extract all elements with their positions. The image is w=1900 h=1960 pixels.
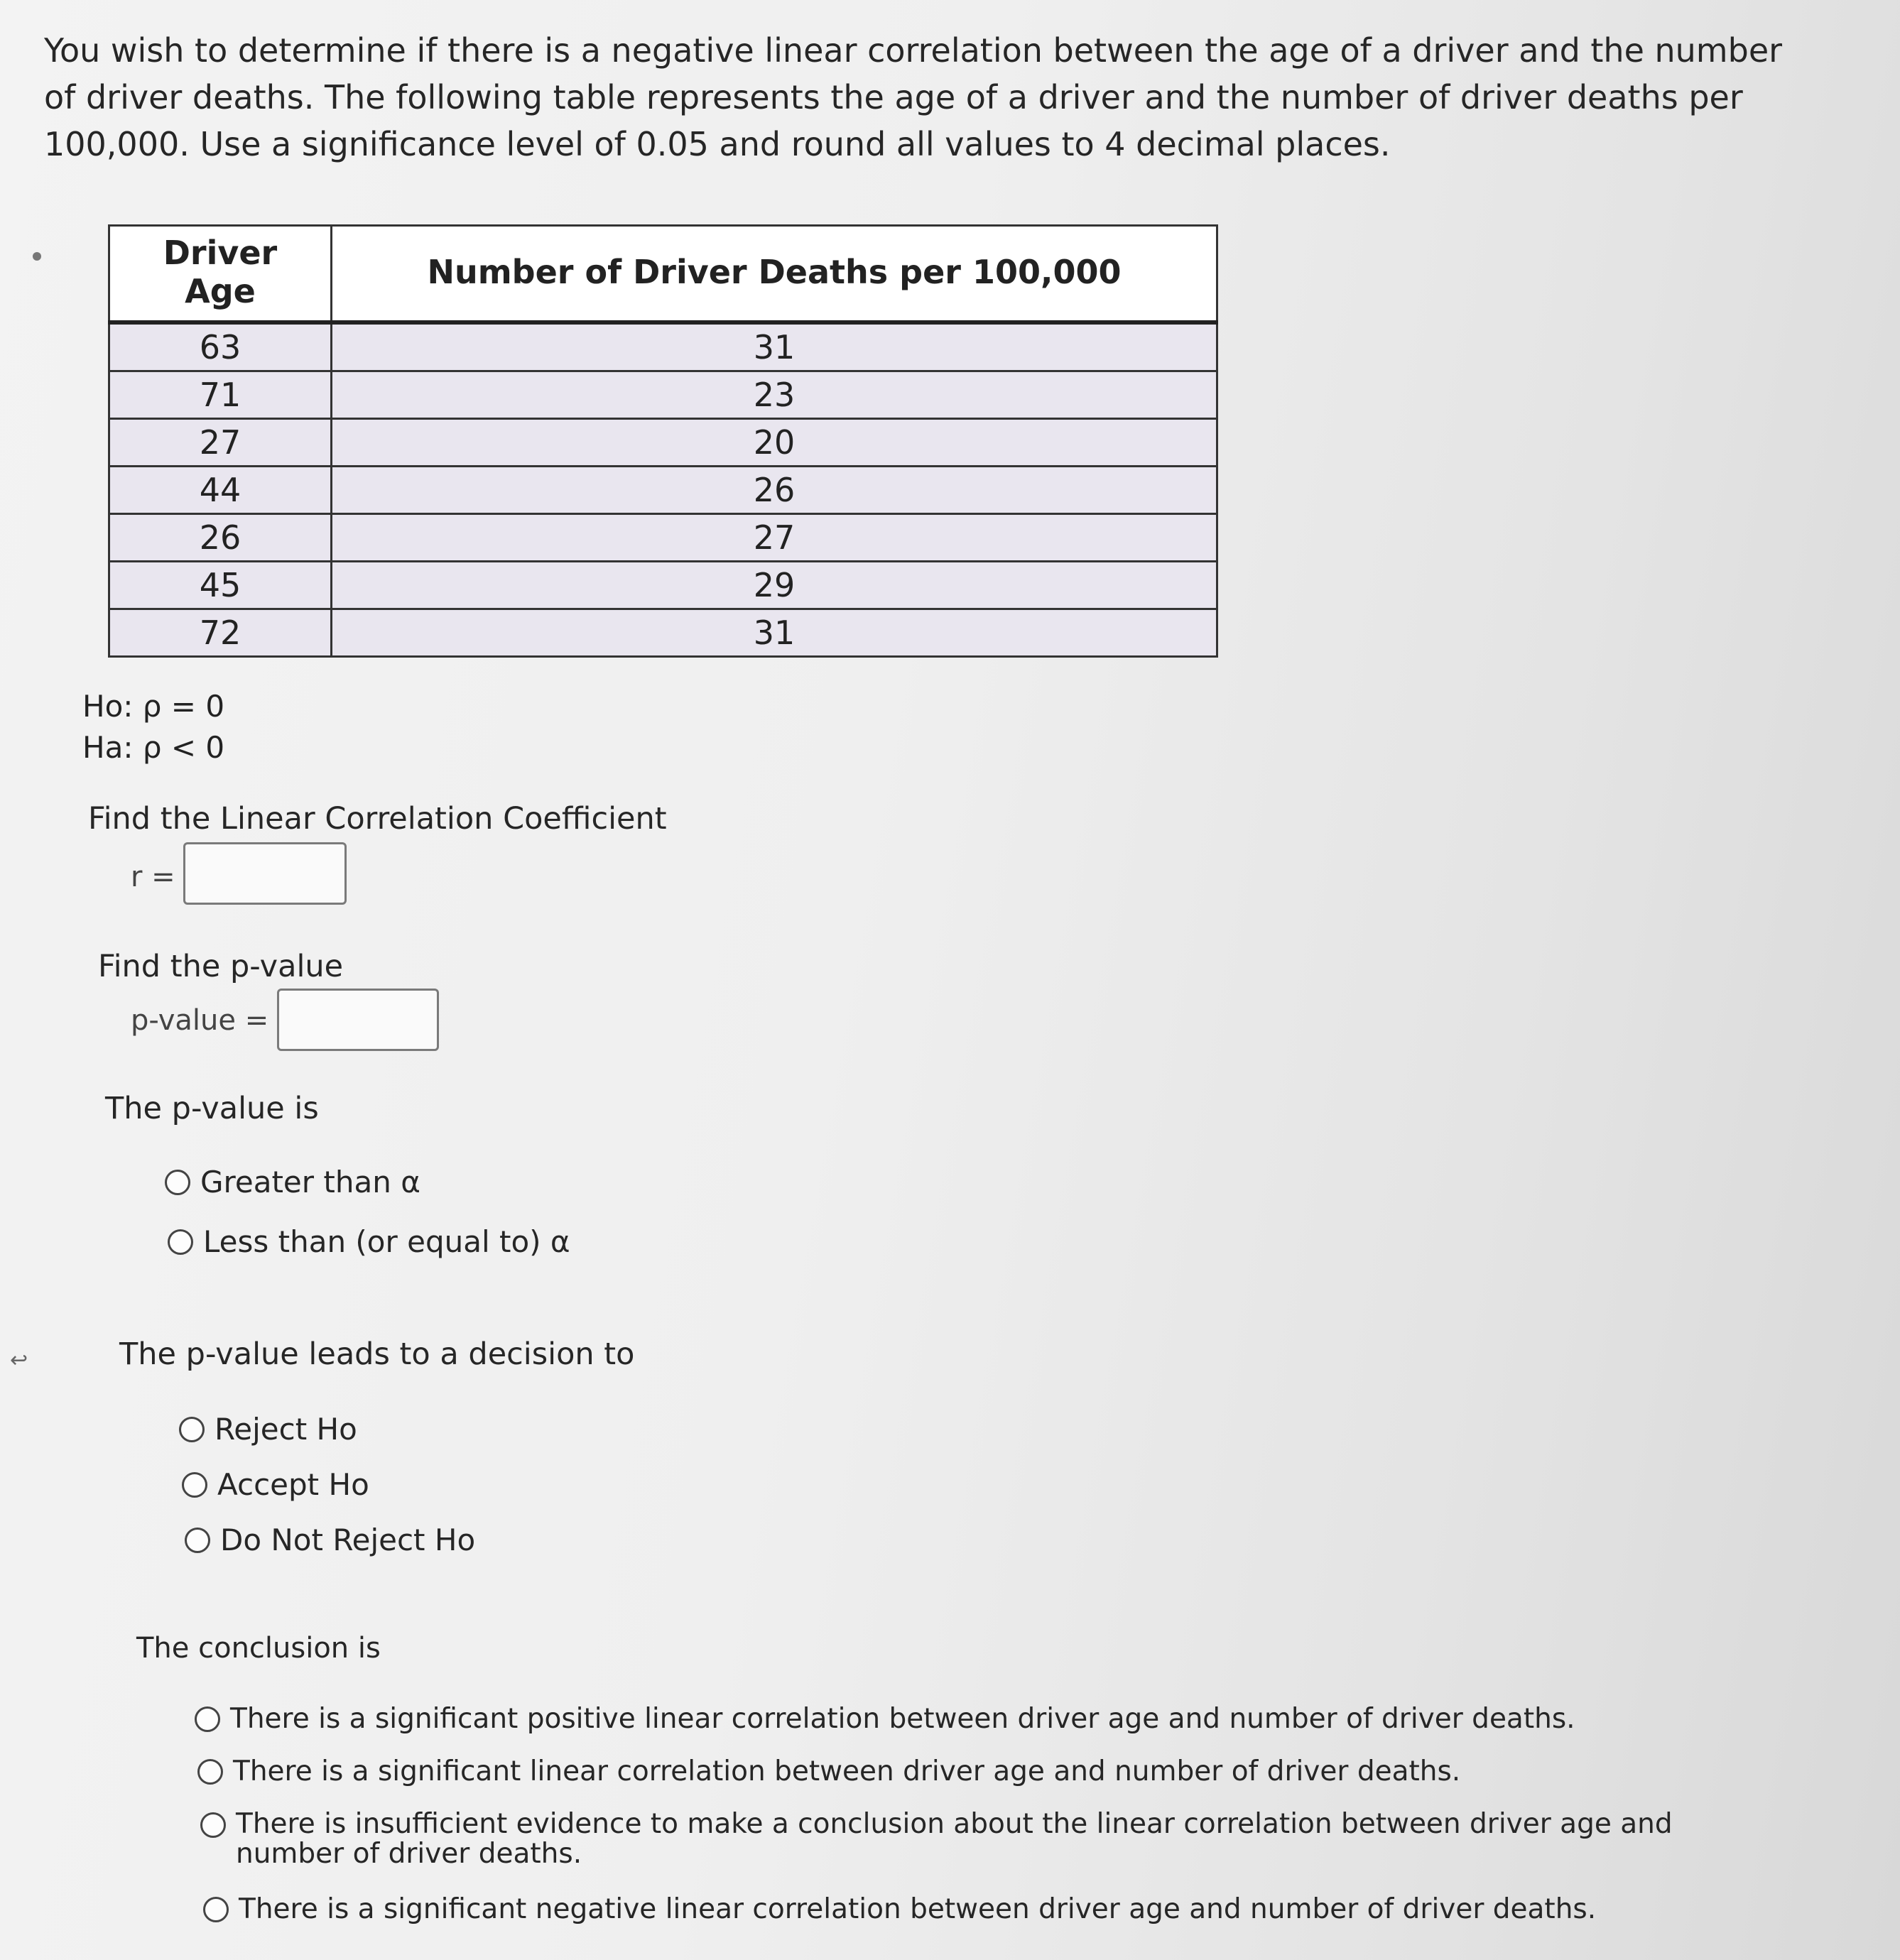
option-insufficient-evidence[interactable] — [200, 1809, 1713, 1869]
comparison-prompt: The p-value is — [105, 1091, 319, 1126]
cell-deaths: 20 — [332, 419, 1217, 467]
cell-age: 45 — [109, 562, 332, 609]
cell-deaths: 26 — [332, 467, 1217, 514]
header-driver-age: Driver Age — [109, 226, 332, 323]
option-accept-ho[interactable] — [182, 1467, 369, 1502]
radio-circle-icon[interactable] — [165, 1170, 190, 1195]
question-text — [44, 27, 1798, 168]
option-label: There is a significant negative linear correlation between driver age and number of driver deaths. — [239, 1893, 1597, 1925]
option-positive-correlation[interactable] — [195, 1703, 1575, 1735]
question-intro: You wish to determine if there is a negative linear correlation between the age of a driver and the number of driver deaths. The following table represents the age of a driver and the number of driver deaths per 100,000. Use a significance level of 0.05 and round all values to 4 decimal places. — [44, 31, 1783, 163]
cursor-mark-icon: ↩ — [10, 1348, 28, 1373]
radio-circle-icon[interactable] — [197, 1759, 223, 1785]
option-label: Greater than α — [200, 1165, 420, 1199]
correlation-prompt: Find the Linear Correlation Coefficient — [88, 801, 667, 837]
cell-deaths: 31 — [332, 322, 1217, 371]
radio-circle-icon[interactable] — [168, 1229, 193, 1255]
radio-circle-icon[interactable] — [182, 1472, 207, 1498]
radio-circle-icon[interactable] — [203, 1897, 229, 1922]
decision-prompt: The p-value leads to a decision to — [119, 1336, 635, 1372]
radio-circle-icon[interactable] — [185, 1528, 210, 1553]
cell-deaths: 27 — [332, 514, 1217, 562]
cell-deaths: 29 — [332, 562, 1217, 609]
option-less-than-alpha[interactable] — [168, 1224, 570, 1259]
radio-circle-icon[interactable] — [200, 1812, 226, 1838]
table-header-row — [109, 226, 1217, 323]
alternative-hypothesis: Ha: ρ < 0 — [82, 730, 225, 765]
table-row — [109, 562, 1217, 609]
option-reject-ho[interactable] — [179, 1412, 357, 1447]
option-greater-than-alpha[interactable] — [165, 1165, 420, 1199]
table-row — [109, 514, 1217, 562]
pvalue-prompt: Find the p-value — [98, 949, 344, 984]
option-label: Accept Ho — [217, 1467, 369, 1502]
option-significant-correlation[interactable] — [197, 1755, 1460, 1787]
conclusion-prompt: The conclusion is — [136, 1632, 381, 1665]
cell-age: 26 — [109, 514, 332, 562]
pvalue-label: p-value = — [131, 1004, 269, 1037]
cell-deaths: 31 — [332, 609, 1217, 657]
option-label: There is a significant linear correlation between driver age and number of driver deaths. — [233, 1755, 1461, 1787]
r-input[interactable] — [183, 842, 347, 905]
pvalue-input[interactable] — [277, 989, 439, 1051]
radio-circle-icon[interactable] — [179, 1417, 205, 1442]
option-label: There is a significant positive linear correlation between driver age and number of driver deaths. — [230, 1703, 1575, 1735]
cell-age: 71 — [109, 371, 332, 419]
option-label: Less than (or equal to) α — [203, 1224, 570, 1259]
option-label: Do Not Reject Ho — [220, 1523, 476, 1557]
null-hypothesis: Ho: ρ = 0 — [82, 689, 225, 724]
radio-circle-icon[interactable] — [195, 1706, 220, 1732]
table-row — [109, 609, 1217, 657]
r-label: r = — [131, 861, 175, 893]
header-driver-deaths: Number of Driver Deaths per 100,000 — [332, 226, 1217, 323]
table-row — [109, 467, 1217, 514]
hypotheses — [82, 686, 224, 768]
data-table — [108, 224, 1218, 658]
cell-age: 27 — [109, 419, 332, 467]
option-label: Reject Ho — [215, 1412, 357, 1447]
option-do-not-reject-ho[interactable] — [185, 1523, 475, 1557]
table-row — [109, 419, 1217, 467]
bullet-dot-icon — [33, 252, 41, 261]
cell-age: 72 — [109, 609, 332, 657]
table-row — [109, 371, 1217, 419]
option-label: There is insufficient evidence to make a conclusion about the linear correlation between driver age and number of driver deaths. — [236, 1808, 1673, 1870]
option-negative-correlation[interactable] — [203, 1893, 1596, 1925]
table-row — [109, 322, 1217, 371]
cell-age: 63 — [109, 322, 332, 371]
cell-deaths: 23 — [332, 371, 1217, 419]
cell-age: 44 — [109, 467, 332, 514]
